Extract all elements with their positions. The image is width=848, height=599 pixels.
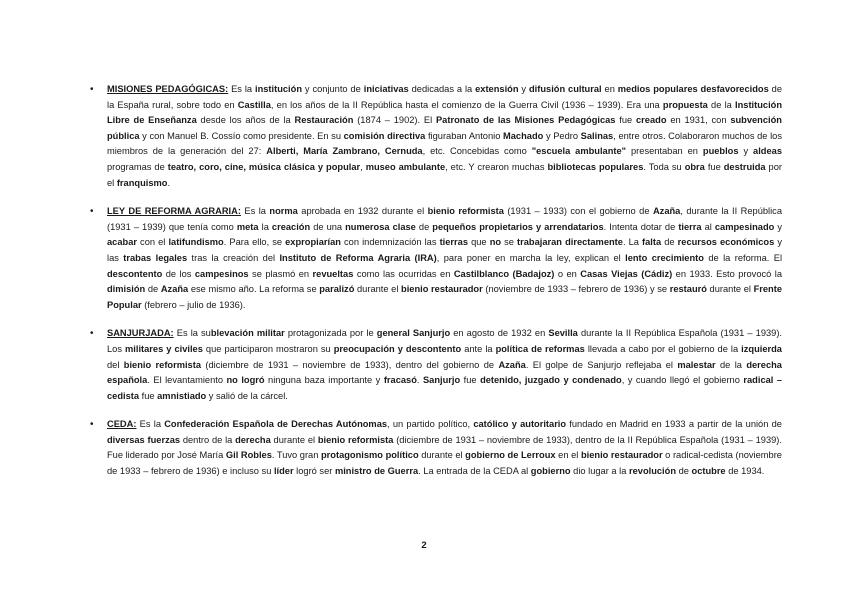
definition-text: en el [555,450,581,461]
definition-text: , un partido político, [387,419,474,430]
definition-term: MISIONES PEDAGÓGICAS: [107,84,229,94]
definition-text: de 1934. [725,466,765,477]
bold-keyword: museo ambulante [365,161,446,172]
definition-text: durante el [354,284,402,295]
definition-text: fue [139,390,158,401]
definition-text: Es la [136,419,165,430]
bold-keyword: meta [236,221,259,232]
definition-text: ante la [461,343,496,354]
definition-text: durante el [706,284,754,295]
bold-keyword: dimisión [107,284,146,295]
bold-keyword: Frente Popular [107,284,782,310]
definition-item [90,326,782,404]
definition-text: (diciembre de 1931 – noviembre de 1933), dentro de la II República Española (1931 – 1939). Fue liderado por José María [107,434,782,461]
bold-keyword: aldeas [753,146,782,157]
bold-keyword: derecha [235,434,271,445]
definition-text: en agosto de 1932 en [450,328,549,339]
definition-text: (1874 – 1902). El [353,115,436,126]
definition-text: , y cuando llegó el gobierno [621,375,744,386]
definition-text: y las [107,237,782,263]
bold-keyword: recursos económicos [677,237,775,248]
bold-keyword: bienio reformista [123,359,201,370]
definition-text: dedicadas a la [408,84,476,94]
bold-keyword: iniciativas [363,84,409,94]
definition-text: . Intenta dotar de [603,221,679,232]
bold-keyword: creación [271,221,311,232]
bullet-icon: • [90,328,94,340]
definition-text: desde los años de la [196,115,295,126]
bold-keyword: expropiarían [285,237,341,248]
bold-keyword: Alberti, María Zambrano, Cernuda [266,146,423,157]
bold-keyword: blevación militar [210,328,285,339]
bold-keyword: bibliotecas populares [547,161,644,172]
bold-keyword: líder [273,466,294,477]
bold-keyword: trabajaran directamente [517,237,623,248]
bold-keyword: destruida [723,161,766,172]
bold-keyword: fracasó [383,375,417,386]
bold-keyword: bienio reformista [317,434,394,445]
bold-keyword: bienio reformista [427,206,504,217]
definition-text: fue [704,161,724,172]
definition-text: (1931 – 1933) con el gobierno de [503,206,653,217]
bold-keyword: numerosa clase [345,221,416,232]
bold-keyword: teatro, coro, cine, música clásica y popular [167,161,361,172]
bold-keyword: Azaña [652,206,681,217]
bold-keyword: general Sanjurjo [376,328,451,339]
definition-text: . Toda su [643,161,685,172]
definition-text: fue [615,115,637,126]
bold-keyword: campesinado [714,221,775,232]
definition-text: ninguna baza importante y [264,375,384,386]
bold-keyword: no logró [226,375,265,386]
bold-keyword: "escuela ambulante" [531,146,627,157]
bold-keyword: Sevilla [548,328,578,339]
definition-text: con indemnización las [340,237,440,248]
definition-text: de la [707,99,736,110]
definition-text: logró ser [293,466,335,477]
definition-text: con el [136,237,169,248]
definition-text: de la reforma. El [703,252,783,263]
bold-keyword: lento crecimiento [625,252,704,263]
definition-text: o radical-cedista (noviembre de 1933 – febrero de 1936) e incluso su [107,450,782,477]
definition-text: se plasmó en [248,268,313,279]
definition-text: (febrero – julio de 1936). [141,299,246,310]
definition-item [90,82,782,191]
bold-keyword: amnistiado [157,390,207,401]
definition-text: protagonizada por le [284,328,377,339]
definition-text: de los [162,268,195,279]
bold-keyword: detenido, juzgado y condenado [480,375,622,386]
bold-keyword: tierra [678,221,702,232]
bold-keyword: política de reformas [495,343,585,354]
definition-text: al [701,221,715,232]
definition-text: durante el [270,434,318,445]
bold-keyword: trabas legales [123,252,188,263]
definition-term: LEY DE REFORMA AGRARIA: [107,206,241,217]
definition-text: y con Manuel B. Cossío como presidente. En su [139,130,344,141]
definition-text: ese mismo año. La reforma se [188,284,320,295]
definition-text: se [501,237,518,248]
bold-keyword: difusión cultural [528,84,602,94]
bold-keyword: institución [255,84,302,94]
definition-text: llevada a cabo por el gobierno de la [584,343,742,354]
definition-text: la [258,221,272,232]
definition-text: en 1933. Esto provocó la [672,268,782,279]
bold-keyword: paralizó [319,284,355,295]
definition-text: (diciembre de 1931 – noviembre de 1933), dentro del gobierno de [201,359,499,370]
bold-keyword: acabar [107,237,137,248]
bold-keyword: Castilla [237,99,271,110]
definition-text: Es la [228,84,255,94]
bold-keyword: campesinos [194,268,249,279]
bold-keyword: propuesta [662,99,708,110]
definition-text: , para poner en marcha la ley, explican el [436,252,626,263]
definition-text: de [661,237,678,248]
definition-text: dentro de la [180,434,236,445]
definition-text: aprobada en 1932 durante el [297,206,428,217]
bold-keyword: diversas fuerzas [107,434,181,445]
bold-keyword: Machado [503,130,544,141]
definition-text: , en los años de la II República hasta el comienzo de la Guerra Civil (1936 – 1939). Era una [270,99,663,110]
bold-keyword: octubre [691,466,726,477]
bold-keyword: medios populares desfavorecidos [617,84,769,94]
bold-keyword: protagonismo político [321,450,419,461]
definition-text: . Para ello, se [223,237,286,248]
bold-keyword: pequeños propietarios y arrendatarios [432,221,604,232]
bold-keyword: malestar [677,359,716,370]
definition-text: de [415,221,433,232]
definition-text: o en [554,268,581,279]
bold-keyword: franquismo [116,177,168,188]
definition-text: . El levantamiento [147,375,227,386]
bold-keyword: descontento [107,268,163,279]
definition-text: que [468,237,490,248]
bold-keyword: bienio restaurador [401,284,483,295]
definition-text: (noviembre de 1933 – febrero de 1936) y se [482,284,670,295]
bold-keyword: pueblos [702,146,739,157]
definition-text: . [167,177,171,188]
definition-text: fundado en Madrid en 1933 a partir de la unión de [566,419,782,430]
bold-keyword: Azaña [160,284,189,295]
definition-text: , etc. Concebidas como [422,146,532,157]
bullet-icon: • [90,419,94,431]
bold-keyword: Casas Viejas (Cádiz) [580,268,673,279]
bold-keyword: falta [642,237,662,248]
definition-text: . Tuvo gran [271,450,321,461]
bold-keyword: católico y autoritario [473,419,567,430]
definition-text: y [738,146,754,157]
bold-keyword: Azaña [498,359,526,370]
bold-keyword: extensión [475,84,519,94]
definition-text: presentaban en [626,146,703,157]
definition-text: de la España rural, sobre todo en [107,84,783,110]
bold-keyword: subvención pública [107,115,782,141]
bullet-icon: • [90,84,94,95]
bold-keyword: Confederación Española de Derechas Autónomas [164,419,388,430]
definition-item [90,417,782,479]
definition-text: y Pedro [543,130,581,141]
bold-keyword: radical – cedista [107,375,783,401]
bold-keyword: revolución [628,466,676,477]
bold-keyword: norma [269,206,298,217]
definition-text: que participaron mostraron su [202,343,334,354]
definition-text: durante la II República Española (1931 – 1939). Los [107,328,783,354]
bold-keyword: ministro de Guerra [334,466,419,477]
bold-keyword: derecha española [107,359,782,386]
bold-keyword: izquierda [741,343,782,354]
bullet-icon: • [90,206,94,218]
definition-list [90,82,782,493]
definition-text: , etc. Y crearon muchas [445,161,548,172]
bold-keyword: Restauración [294,115,354,126]
definition-text: y [774,221,782,232]
definition-text: . El golpe de Sanjurjo reflejaba el [525,359,678,370]
definition-text: y conjunto de [302,84,364,94]
definition-text: . [416,375,423,386]
bold-keyword: Instituto de Reforma Agraria (IRA) [279,252,437,263]
bold-keyword: Salinas [580,130,614,141]
definition-text: de la [715,359,747,370]
bold-keyword: Castilblanco (Badajoz) [453,268,555,279]
definition-text: Es la [240,206,270,217]
definition-text: , entre otros. Colaboraron muchos de los miembros de la generación del 27: [107,130,782,157]
definition-text: y [518,84,529,94]
definition-text: y salió de la cárcel. [206,390,288,401]
page-number: 2 [421,540,427,551]
definition-text: fue [460,375,481,386]
bold-keyword: tierras [439,237,469,248]
bold-keyword: gobierno de Lerroux [465,450,556,461]
bold-keyword: Sanjurjo [422,375,461,386]
definition-text: por el [107,161,782,188]
definition-text: programas de [107,161,168,172]
definition-text: Es la su [173,328,211,339]
definition-text: de [676,466,692,477]
definition-term: CEDA: [107,419,137,430]
definition-text: . La entrada de la CEDA al [418,466,531,477]
bold-keyword: revueltas [312,268,354,279]
definition-text: , durante la II República (1931 – 1939) que tenía como [107,206,782,232]
definition-text: del [107,359,124,370]
bold-keyword: gobierno [530,466,571,477]
definition-text: , [360,161,366,172]
bold-keyword: obra [684,161,705,172]
bold-keyword: latifundismo [168,237,224,248]
bold-keyword: Gil Robles [225,450,272,461]
bold-keyword: Institución Libre de Enseñanza [107,99,783,126]
definition-text: . La [622,237,643,248]
definition-text: dio lugar a la [570,466,629,477]
bold-keyword: preocupación y descontento [333,343,462,354]
definition-text: en [601,84,618,94]
definition-text: durante el [418,450,466,461]
bold-keyword: militares y civiles [125,343,203,354]
definition-text: de [145,284,161,295]
bold-keyword: bienio restaurador [580,450,663,461]
definition-text: como las ocurridas en [353,268,454,279]
definition-text: en 1931, con [666,115,731,126]
bold-keyword: creado [636,115,667,126]
bold-keyword: no [489,237,502,248]
definition-text: figuraban Antonio [425,130,504,141]
definition-text: tras la creación del [187,252,280,263]
bold-keyword: restauró [669,284,707,295]
definition-term: SANJURJADA: [107,328,174,339]
definition-item [90,204,782,313]
bold-keyword: Patronato de las Misiones Pedagógicas [435,115,616,126]
definition-text: de una [310,221,346,232]
bold-keyword: comisión directiva [343,130,426,141]
